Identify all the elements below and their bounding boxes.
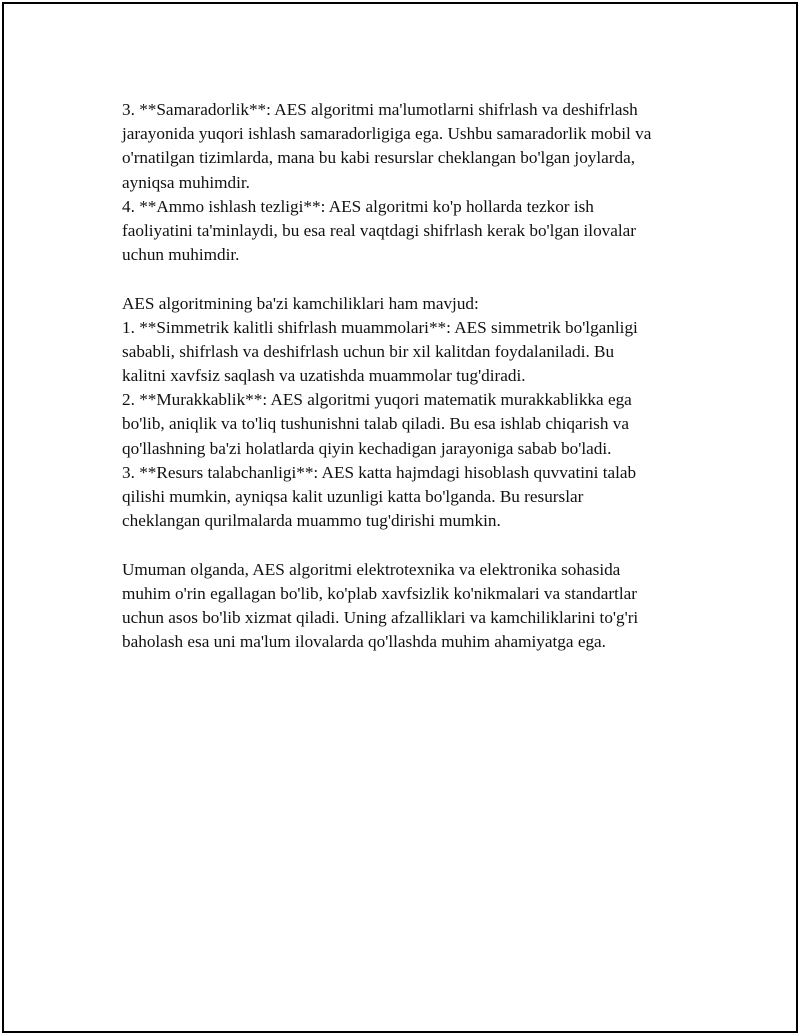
- paragraph-gap: [122, 267, 702, 291]
- text-line: 3. **Resurs talabchanligi**: AES katta hajmdagi hisoblash quvvatini talab: [122, 462, 637, 482]
- text-line: ayniqsa muhimdir.: [122, 172, 250, 192]
- paragraph-gap: [122, 533, 702, 557]
- text-line: 2. **Murakkablik**: AES algoritmi yuqori matematik murakkablikka ega: [122, 390, 632, 410]
- text-line: o'rnatilgan tizimlarda, mana bu kabi resurslar cheklangan bo'lgan joylarda,: [122, 148, 636, 168]
- text-line: baholash esa uni ma'lum ilovalarda qo'llashda muhim ahamiyatga ega.: [122, 632, 606, 652]
- paragraph-conclusion: [122, 558, 702, 655]
- text-line: qo'llashning ba'zi holatlarda qiyin kechadigan jarayoniga sabab bo'ladi.: [122, 438, 612, 458]
- text-line: 1. **Simmetrik kalitli shifrlash muammolari**: AES simmetrik bo'lganligi: [122, 317, 638, 337]
- text-line: 4. **Ammo ishlash tezligi**: AES algoritmi ko'p hollarda tezkor ish: [122, 196, 594, 216]
- text-line: kalitni xavfsiz saqlash va uzatishda muammolar tug'diradi.: [122, 366, 526, 386]
- text-line: cheklangan qurilmalarda muammo tug'dirishi mumkin.: [122, 511, 501, 531]
- document-body: [122, 98, 702, 654]
- text-line: bo'lib, aniqlik va to'liq tushunishni talab qiladi. Bu esa ishlab chiqarish va: [122, 414, 629, 434]
- text-line: muhim o'rin egallagan bo'lib, ko'plab xavfsizlik ko'nikmalari va standartlar: [122, 583, 637, 603]
- text-line: AES algoritmining ba'zi kamchiliklari ham mavjud:: [122, 293, 479, 313]
- document-page: [2, 2, 798, 1033]
- text-line: Umuman olganda, AES algoritmi elektrotexnika va elektronika sohasida: [122, 559, 621, 579]
- text-line: 3. **Samaradorlik**: AES algoritmi ma'lumotlarni shifrlash va deshifrlash: [122, 100, 638, 119]
- text-line: sababli, shifrlash va deshifrlash uchun bir xil kalitdan foydalaniladi. Bu: [122, 341, 615, 361]
- text-line: uchun muhimdir.: [122, 245, 240, 265]
- paragraph-disadvantages: [122, 292, 702, 534]
- text-line: qilishi mumkin, ayniqsa kalit uzunligi katta bo'lganda. Bu resurslar: [122, 487, 584, 506]
- text-line: uchun asos bo'lib xizmat qiladi. Uning afzalliklari va kamchiliklarini to'g'ri: [122, 607, 639, 627]
- text-line: faoliyatini ta'minlaydi, bu esa real vaqtdagi shifrlash kerak bo'lgan ilovalar: [122, 220, 637, 240]
- paragraph-advantages-continued: [122, 98, 702, 267]
- text-line: jarayonida yuqori ishlash samaradorligiga ega. Ushbu samaradorlik mobil va: [122, 124, 652, 144]
